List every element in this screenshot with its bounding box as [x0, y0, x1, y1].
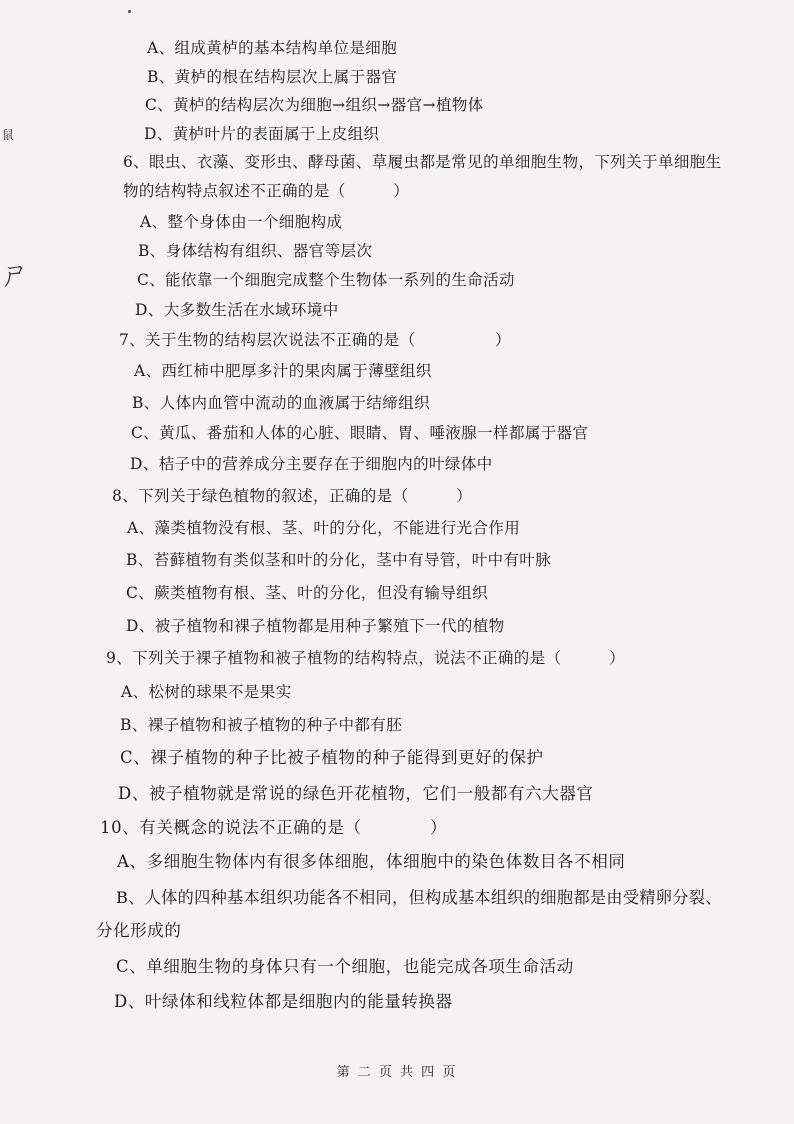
q8-option-c: C、蕨类植物有根、茎、叶的分化，但没有输导组织 — [126, 584, 489, 602]
q9-option-d: D、被子植物就是常说的绿色开花植物，它们一般都有六大器官 — [118, 784, 594, 803]
q7-stem: 7、关于生物的结构层次说法不正确的是（ ） — [119, 331, 511, 349]
q6-option-d: D、大多数生活在水域环境中 — [135, 301, 339, 319]
q8-option-d: D、被子植物和裸子植物都是用种子繁殖下一代的植物 — [126, 617, 505, 635]
q9-option-b: B、裸子植物和被子植物的种子中都有胚 — [120, 716, 403, 734]
q9-stem: 9、下列关于裸子植物和被子植物的结构特点，说法不正确的是（ ） — [106, 649, 626, 667]
q10-option-c: C、单细胞生物的身体只有一个细胞，也能完成各项生命活动 — [116, 957, 574, 976]
q8-option-a: A、藻类植物没有根、茎、叶的分化，不能进行光合作用 — [127, 519, 521, 537]
scan-speck — [128, 10, 131, 13]
q6-option-a: A、整个身体由一个细胞构成 — [140, 213, 343, 231]
q10-option-b-line1: B、人体的四种基本组织功能各不相同，但构成基本组织的细胞都是由受精卵分裂、 — [116, 888, 722, 907]
margin-character: 鼠 — [2, 128, 15, 142]
q5-option-d: D、黄栌叶片的表面属于上皮组织 — [144, 125, 380, 143]
q10-option-b-line2: 分化形成的 — [96, 921, 182, 940]
q6-stem-line2: 物的结构特点叙述不正确的是（ ） — [123, 182, 410, 200]
q10-option-a: A、多细胞生物体内有很多体细胞，体细胞中的染色体数目各不相同 — [117, 852, 626, 871]
q6-stem-line1: 6、眼虫、衣藻、变形虫、酵母菌、草履虫都是常见的单细胞生物，下列关于单细胞生 — [123, 153, 722, 171]
q5-option-b: B、黄栌的根在结构层次上属于器官 — [147, 68, 398, 86]
q10-option-d: D、叶绿体和线粒体都是细胞内的能量转换器 — [114, 992, 453, 1011]
q9-option-c: C、裸子植物的种子比被子植物的种子能得到更好的保护 — [120, 748, 544, 767]
q9-option-a: A、松树的球果不是果实 — [121, 683, 292, 701]
q6-option-b: B、身体结构有组织、器官等层次 — [138, 242, 373, 260]
margin-binding-mark: ㄕ — [0, 258, 30, 293]
q7-option-b: B、人体内血管中流动的血液属于结缔组织 — [132, 394, 430, 412]
q6-option-c: C、能依靠一个细胞完成整个生物体一系列的生命活动 — [137, 271, 515, 289]
q8-stem: 8、下列关于绿色植物的叙述，正确的是（ ） — [112, 487, 473, 505]
page-number-footer: 第 二 页 共 四 页 — [336, 1065, 458, 1080]
q7-option-d: D、桔子中的营养成分主要存在于细胞内的叶绿体中 — [130, 455, 493, 473]
q7-option-a: A、西红柿中肥厚多汁的果肉属于薄壁组织 — [134, 362, 432, 380]
q5-option-a: A、组成黄栌的基本结构单位是细胞 — [147, 39, 398, 57]
q7-option-c: C、黄瓜、番茄和人体的心脏、眼睛、胃、唾液腺一样都属于器官 — [131, 424, 589, 442]
q10-stem: 10、有关概念的说法不正确的是（ ） — [100, 818, 448, 837]
q8-option-b: B、苔藓植物有类似茎和叶的分化，茎中有导管，叶中有叶脉 — [126, 551, 552, 569]
q5-option-c: C、黄栌的结构层次为细胞→组织→器官→植物体 — [145, 96, 484, 114]
